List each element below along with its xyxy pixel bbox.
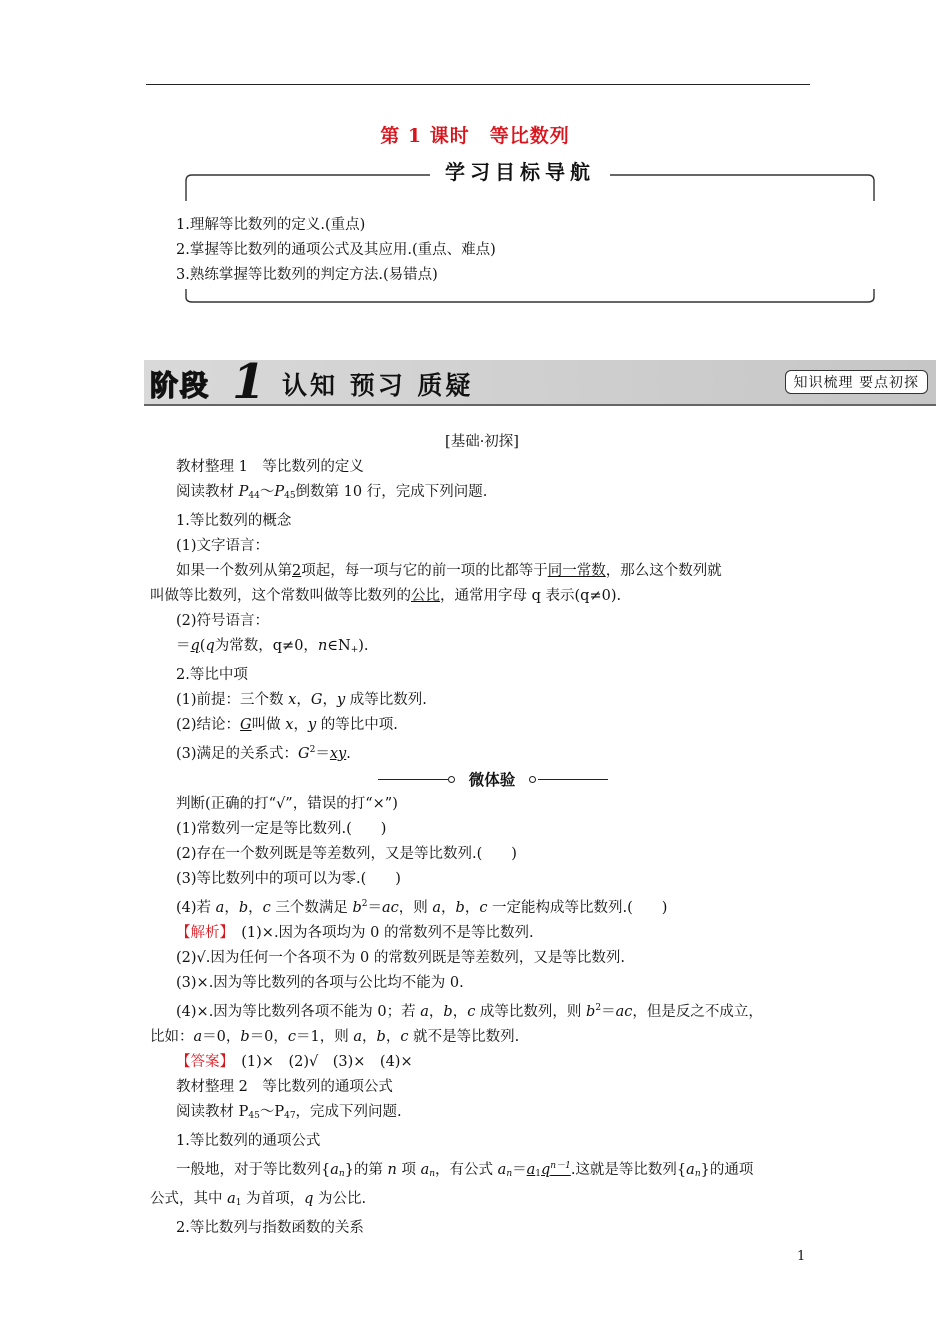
divider-line [378, 779, 448, 780]
page-number: 1 [797, 1249, 806, 1264]
relation-line: (3)满足的关系式：$G^2=xy$. [176, 745, 351, 762]
stage-word: 阶段 [150, 369, 211, 402]
stage-banner [144, 354, 936, 410]
question-4: (4)若 a，b，c 三个数满足 $b^2=ac$，则 a，b，c 一定能构成等比数列.( ) [176, 899, 668, 916]
divider-dot [448, 776, 455, 783]
answer-tag: 【答案】 [176, 1054, 227, 1070]
goal-item: 3.熟练掌握等比数列的判定方法.(易错点) [176, 267, 438, 283]
lesson-title: 第 1 课时 等比数列 [380, 125, 570, 147]
definition-line-1: 如果一个数列从第2项起，每一项与它的前一项的比都等于同一常数，那么这个数列就 [176, 563, 722, 579]
general-term-line-2: 公式，其中 $a_1$ 为首项，q 为公比. [150, 1191, 367, 1208]
top-rule [146, 84, 810, 85]
answer-line: 【答案】 (1)× (2)√ (3)× (4)× [176, 1054, 413, 1070]
general-term-line-1: 一般地，对于等比数列$\{a_n\}$的第 n 项 $a_n$，有公式 $a_n=a_1q^{n-1}$.这就是等比数列$\{a_n\}$的通项 [176, 1161, 754, 1179]
analysis-4: (4)×.因为等比数列各项不能为 0；若 a，b，c 成等比数列，则 $b^2=ac$，但是反之不成立， [176, 1003, 763, 1020]
judge-prompt: 判断(正确的打“√”，错误的打“×”) [176, 796, 398, 812]
exponential-relation-heading: 2.等比数列与指数函数的关系 [176, 1220, 364, 1236]
micro-title: 微体验 [468, 770, 516, 789]
stage-title: 认知 预习 质疑 [282, 371, 474, 400]
material2-reading: 阅读教材 $P_{45}\sim P_{47}$，完成下列问题. [176, 1104, 402, 1121]
analysis-4-cont: 比如：a＝0，b＝0，c＝1，则 a，b，c 就不是等比数列. [150, 1029, 520, 1045]
symbol-language-label: (2)符号语言： [176, 613, 270, 629]
symbol-formula: ＝q(q为常数，q≠0，$n\in N_+$). [176, 638, 369, 655]
premise-line: (1)前提：三个数 x，G，y 成等比数列. [176, 692, 427, 708]
material1-title: 教材整理 1 等比数列的定义 [176, 459, 364, 475]
definition-line-2: 叫做等比数列，这个常数叫做等比数列的公比，通常用字母 q 表示(q≠0). [150, 588, 622, 604]
stage-tag: 知识梳理 要点初探 [785, 370, 928, 394]
analysis-tag: 【解析】 [176, 925, 227, 941]
analysis-2: (2)√.因为任何一个各项不为 0 的常数列既是等差数列，又是等比数列. [176, 950, 625, 966]
analysis-1: 【解析】 (1)×.因为各项均为 0 的常数列不是等比数列. [176, 925, 534, 941]
micro-divider [176, 767, 808, 792]
goals-list [176, 213, 496, 288]
goals-banner: 学习目标导航 [430, 157, 610, 187]
goal-item: 2.掌握等比数列的通项公式及其应用.(重点、难点) [176, 242, 496, 258]
main-content [150, 430, 808, 1241]
question-2: (2)存在一个数列既是等差数列，又是等比数列.( ) [176, 846, 517, 862]
question-3: (3)等比数列中的项可以为零.( ) [176, 871, 401, 887]
question-1: (1)常数列一定是等比数列.( ) [176, 821, 387, 837]
goal-item: 1.理解等比数列的定义.(重点) [176, 217, 366, 233]
geometric-mean-heading: 2.等比中项 [176, 667, 248, 683]
material2-title: 教材整理 2 等比数列的通项公式 [176, 1079, 393, 1095]
material1-reading: 阅读教材 $P_{44}\sim P_{45}$倒数第 10 行，完成下列问题. [176, 484, 488, 501]
word-language-label: (1)文字语言： [176, 538, 270, 554]
section-heading: [基础·初探] [445, 434, 519, 450]
conclusion-line: (2)结论：G叫做 x，y 的等比中项. [176, 717, 398, 733]
concept-heading: 1.等比数列的概念 [176, 513, 292, 529]
general-term-heading: 1.等比数列的通项公式 [176, 1133, 321, 1149]
analysis-3: (3)×.因为等比数列的各项与公比均不能为 0. [176, 975, 464, 991]
stage-number: 1 [232, 354, 266, 410]
divider-line [538, 779, 608, 780]
divider-dot [529, 776, 536, 783]
